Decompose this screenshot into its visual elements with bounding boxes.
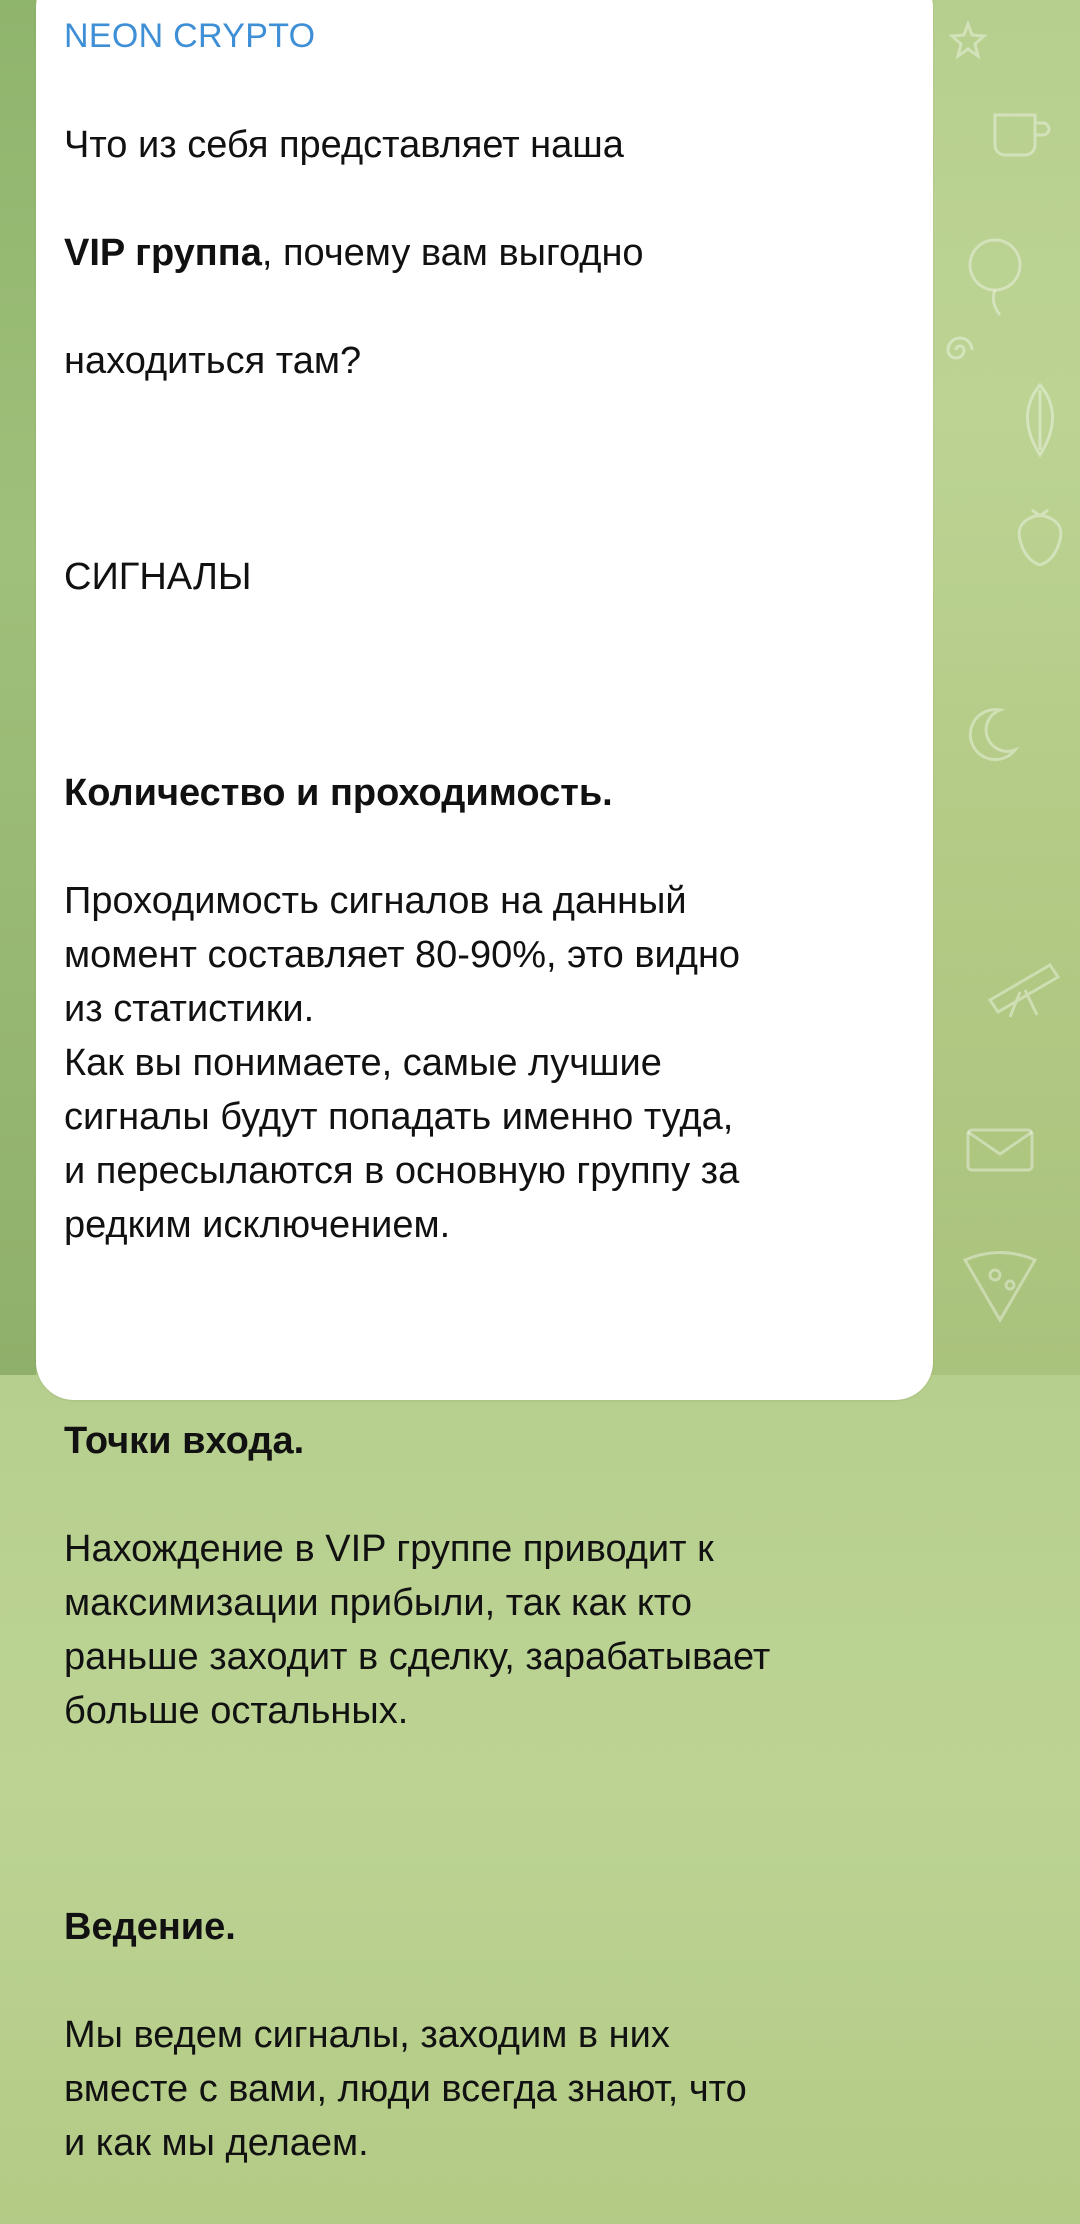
- intro-line-3: находиться там?: [64, 340, 362, 382]
- envelope-doodle-icon: [960, 1120, 1040, 1180]
- paragraph-gap: [64, 442, 914, 496]
- wallpaper-left-strip: [0, 0, 36, 1375]
- message-text: [64, 64, 914, 2224]
- strawberry-doodle-icon: [1010, 500, 1070, 570]
- balloon-doodle-icon: [955, 230, 1035, 320]
- leaf-doodle-icon: [1010, 380, 1070, 460]
- moon-doodle-icon: [955, 700, 1025, 770]
- block-1-title-text: Количество и проходимость.: [64, 772, 613, 814]
- block-2-title-text: Точки входа.: [64, 1420, 305, 1462]
- block-3-text: Мы ведем сигналы, заходим в них вместе с вами, люди всегда знают, что и как мы делаем.: [64, 2014, 747, 2164]
- intro-line-2-rest: , почему вам выгодно: [261, 232, 644, 274]
- paragraph-gap: [64, 1792, 914, 1846]
- intro-line-1: Что из себя представляет наша: [64, 124, 624, 166]
- vip-group-bold: VIP группа: [64, 232, 262, 274]
- section-heading: СИГНАЛЫ: [64, 556, 252, 598]
- intro-line-2: [64, 226, 914, 280]
- cup-doodle-icon: [985, 95, 1055, 165]
- block-2-title: [64, 1414, 914, 1468]
- block-3-title-text: Ведение.: [64, 1906, 236, 1948]
- block-1-text: Проходимость сигналов на данный момент составляет 80-90%, это видно из статистики. Как вы понимаете, самые лучшие сигналы будут попадать именно туда, и пересылаются в основную группу за редким исключением.: [64, 880, 741, 1246]
- paragraph-gap: [64, 658, 914, 712]
- channel-name[interactable]: NEON CRYPTO: [64, 17, 316, 55]
- block-1-title: [64, 766, 914, 820]
- star-doodle-icon: [948, 20, 988, 60]
- swirl-doodle-icon: [940, 330, 980, 370]
- paragraph-gap: [64, 1306, 914, 1360]
- block-3-title: [64, 1900, 914, 1954]
- block-2-text: Нахождение в VIP группе приводит к максимизации прибыли, так как кто раньше заходит в сделку, зарабатывает больше остальных.: [64, 1528, 771, 1732]
- pizza-doodle-icon: [955, 1240, 1045, 1330]
- telescope-doodle-icon: [980, 950, 1070, 1020]
